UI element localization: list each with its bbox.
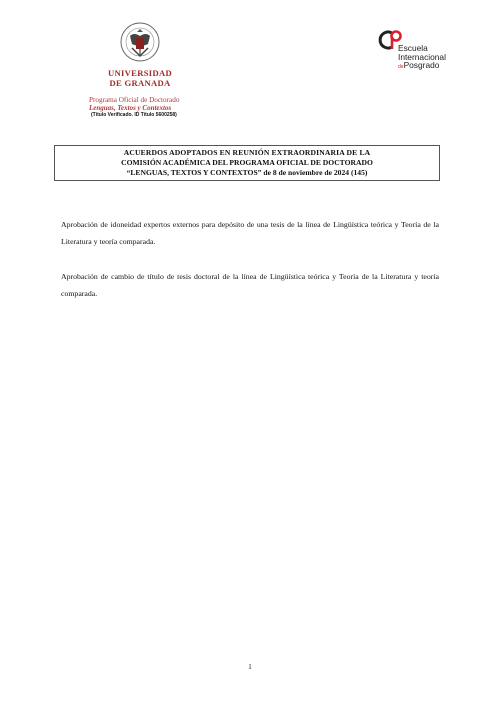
school-name-line3-prefix: de [398, 64, 404, 71]
agreement-paragraph: Aprobación de idoneidad expertos externos para depósito de una tesis de la línea de Lingüística teórica y Teoría de la Literatura y teoría comparada. [61, 220, 439, 246]
school-name-line2: Internacional [398, 51, 446, 62]
university-name-line2: DE GRANADA [109, 78, 171, 88]
verified-title-id: (Título Verificado. ID Título 5600258) [91, 112, 177, 118]
school-name-line1: Escuela [398, 43, 428, 53]
university-name [92, 68, 188, 88]
agreement-paragraph: Aprobación de cambio de título de tesis doctoral de la línea de Lingüística teórica y Teoría de la Literatura y teoría comparada. [61, 272, 439, 298]
program-name: Lenguas, Textos y Contextos [89, 104, 172, 112]
page-number: 1 [248, 663, 252, 671]
school-name [398, 44, 446, 72]
program-label: Programa Oficial de Doctorado [89, 96, 180, 104]
university-crest-logo [118, 20, 162, 68]
school-name-line3 [398, 61, 446, 72]
agreements-title-box [54, 145, 440, 181]
title-line-2: COMISIÓN ACADÉMICA DEL PROGRAMA OFICIAL DE DOCTORADO [121, 158, 373, 167]
school-name-line3-main: Posgrado [403, 60, 440, 71]
university-name-line1: UNIVERSIDAD [108, 68, 172, 78]
title-line-1: ACUERDOS ADOPTADOS EN REUNIÓN EXTRAORDINARIA DE LA [123, 148, 371, 157]
title-line-3: “LENGUAS, TEXTOS Y CONTEXTOS” de 8 de noviembre de 2024 (145) [126, 168, 368, 177]
